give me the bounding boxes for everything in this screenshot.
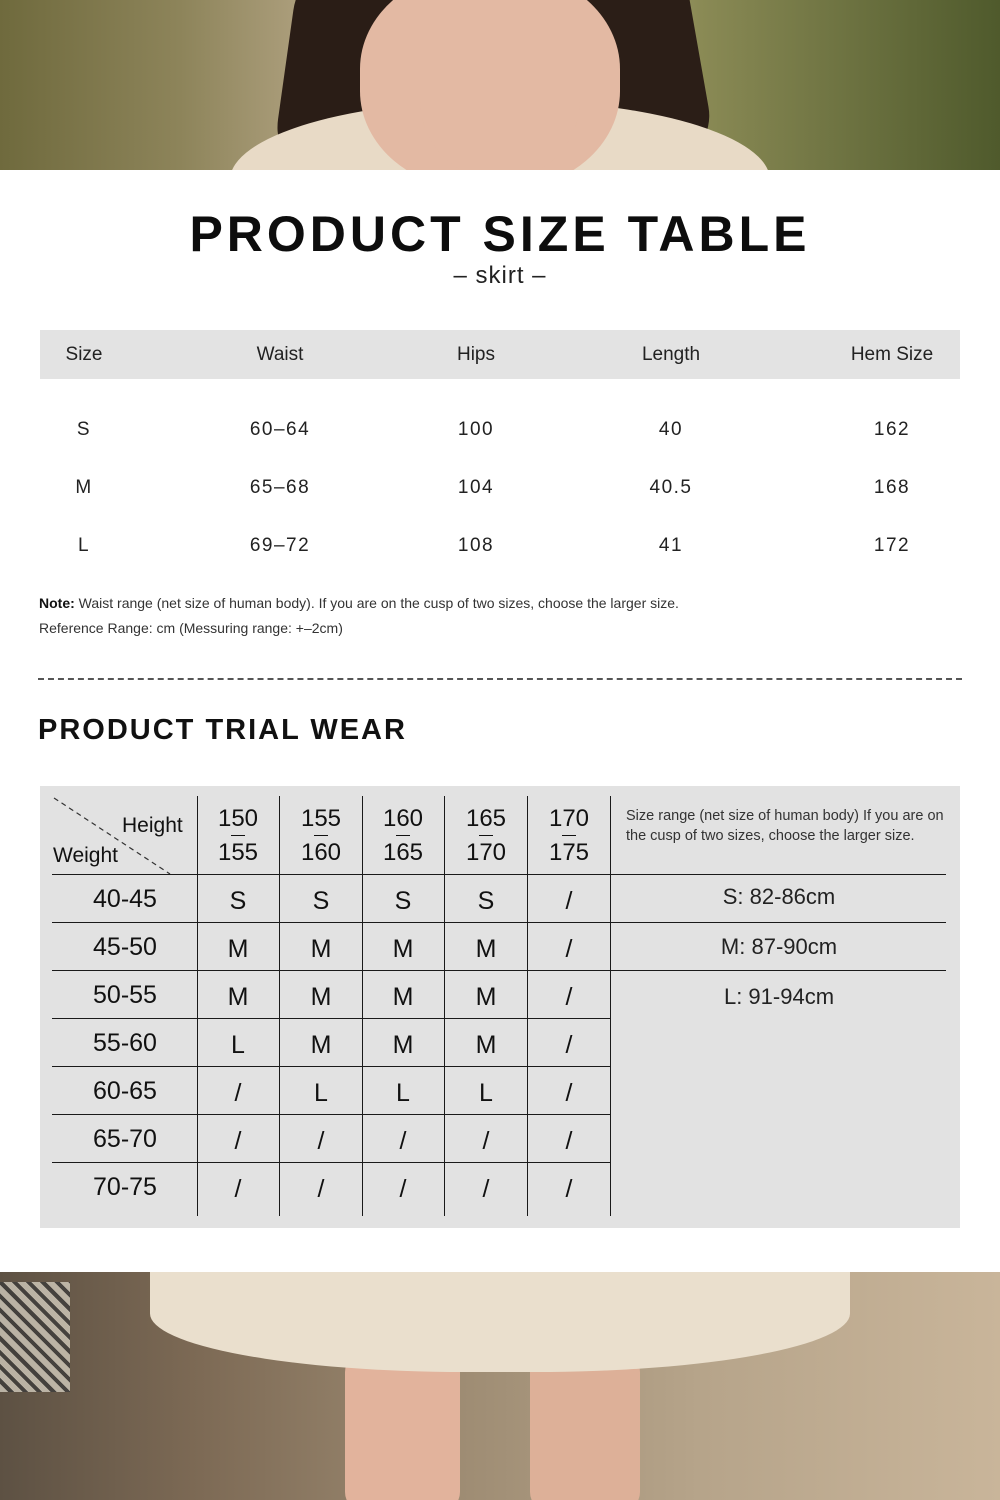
grid-vertical-line <box>197 796 198 1216</box>
reference-range-note: Reference Range: cm (Messuring range: +–2cm) <box>39 620 343 636</box>
trial-wear-title: PRODUCT TRIAL WEAR <box>38 714 407 746</box>
size-recommendation-cell: / <box>482 1175 490 1203</box>
size-recommendation-cell: L <box>396 1079 410 1107</box>
table-row <box>40 468 960 508</box>
grid-vertical-line <box>279 796 280 1216</box>
page-title: PRODUCT SIZE TABLE <box>189 206 811 262</box>
weight-row-label: 65-70 <box>93 1125 157 1153</box>
height-to: 160 <box>300 839 342 866</box>
grid-vertical-line <box>362 796 363 1216</box>
corner-weight-label: Weight <box>53 844 118 867</box>
size-recommendation-cell: L <box>231 1031 245 1059</box>
height-column-header <box>446 800 526 871</box>
size-recommendation-cell: / <box>234 1127 242 1155</box>
size-recommendation-cell: M <box>310 935 332 963</box>
note-text: Waist range (net size of human body). If you are on the cusp of two sizes, choose the larger size. <box>74 595 679 611</box>
cell-length: 40 <box>658 419 684 440</box>
dashed-divider <box>38 678 962 680</box>
size-recommendation-cell: / <box>565 1175 573 1203</box>
size-recommendation-cell: M <box>392 983 414 1011</box>
grid-horizontal-line <box>52 1018 610 1019</box>
height-column-header <box>281 800 361 871</box>
size-recommendation-cell: S <box>477 887 495 915</box>
cell-size: M <box>75 477 93 498</box>
size-recommendation-cell: M <box>310 983 332 1011</box>
size-recommendation-cell: / <box>234 1079 242 1107</box>
grid-horizontal-line <box>52 874 946 875</box>
size-recommendation-cell: S <box>394 887 412 915</box>
weight-row-label: 60-65 <box>93 1077 157 1105</box>
cell-size: S <box>76 419 92 440</box>
cell-hips: 108 <box>457 535 495 556</box>
size-recommendation-cell: M <box>475 1031 497 1059</box>
grid-vertical-line <box>610 796 611 1216</box>
size-recommendation-cell: L <box>479 1079 493 1107</box>
height-from: 160 <box>382 805 424 832</box>
cell-hem-size: 168 <box>873 477 911 498</box>
size-recommendation-cell: M <box>392 1031 414 1059</box>
weight-row-label: 55-60 <box>93 1029 157 1057</box>
table-row <box>40 410 960 450</box>
size-recommendation-cell: M <box>475 983 497 1011</box>
cell-size: L <box>77 535 91 556</box>
cell-waist: 60–64 <box>249 419 311 440</box>
size-recommendation-cell: M <box>227 983 249 1011</box>
size-recommendation-cell: S <box>229 887 247 915</box>
cell-hem-size: 172 <box>873 535 911 556</box>
height-to: 175 <box>548 839 590 866</box>
header-size: Size <box>65 344 103 365</box>
trial-wear-table <box>40 786 960 1228</box>
grid-horizontal-line <box>52 1066 610 1067</box>
header-length: Length <box>641 344 701 365</box>
grid-horizontal-line <box>52 970 946 971</box>
grid-vertical-line <box>444 796 445 1216</box>
note-label: Note: <box>39 595 75 611</box>
size-table-header <box>40 330 960 379</box>
size-range-note: Size range (net size of human body) If you are on the cusp of two sizes, choose the larger size. <box>626 808 944 844</box>
height-from: 155 <box>300 805 342 832</box>
size-recommendation-cell: M <box>475 935 497 963</box>
height-from: 165 <box>465 805 507 832</box>
size-note <box>39 595 679 611</box>
size-recommendation-cell: L <box>314 1079 328 1107</box>
size-recommendation-cell: / <box>399 1175 407 1203</box>
grid-horizontal-line <box>52 922 946 923</box>
height-to: 155 <box>217 839 259 866</box>
size-recommendation-cell: / <box>565 983 573 1011</box>
size-recommendation-cell: S <box>312 887 330 915</box>
size-recommendation-cell: / <box>565 1079 573 1107</box>
size-recommendation-cell: / <box>317 1127 325 1155</box>
height-to: 170 <box>465 839 507 866</box>
size-recommendation-cell: / <box>399 1127 407 1155</box>
height-column-header <box>363 800 443 871</box>
size-recommendation-cell: / <box>565 1031 573 1059</box>
model-photo-bottom <box>0 1272 1000 1500</box>
height-from: 170 <box>548 805 590 832</box>
size-recommendation-cell: / <box>234 1175 242 1203</box>
size-recommendation-cell: M <box>227 935 249 963</box>
size-recommendation-cell: / <box>482 1127 490 1155</box>
size-range-s: S: 82-86cm <box>722 884 836 909</box>
size-recommendation-cell: / <box>565 1127 573 1155</box>
cell-length: 40.5 <box>649 477 693 498</box>
grid-horizontal-line <box>52 1114 610 1115</box>
height-column-header <box>198 800 278 871</box>
grid-vertical-line <box>527 796 528 1216</box>
table-row <box>40 526 960 566</box>
cell-length: 41 <box>658 535 684 556</box>
size-recommendation-cell: / <box>565 887 573 915</box>
height-column-header <box>529 800 609 871</box>
header-waist: Waist <box>256 344 304 365</box>
header-hips: Hips <box>456 344 495 365</box>
size-recommendation-cell: M <box>310 1031 332 1059</box>
weight-row-label: 50-55 <box>93 981 157 1009</box>
weight-row-label: 45-50 <box>93 933 157 961</box>
cell-hips: 100 <box>457 419 495 440</box>
height-from: 150 <box>217 805 259 832</box>
cell-hem-size: 162 <box>873 419 911 440</box>
weight-row-label: 70-75 <box>93 1173 157 1201</box>
corner-height-label: Height <box>122 814 183 837</box>
size-recommendation-cell: / <box>317 1175 325 1203</box>
cell-waist: 69–72 <box>249 535 311 556</box>
weight-row-label: 40-45 <box>93 885 157 913</box>
page-subtitle: – skirt – <box>453 262 547 289</box>
header-hem-size: Hem Size <box>850 344 934 365</box>
height-to: 165 <box>382 839 424 866</box>
cell-waist: 65–68 <box>249 477 311 498</box>
size-range-l: L: 91-94cm <box>723 984 835 1009</box>
grid-horizontal-line <box>52 1162 610 1163</box>
size-range-m: M: 87-90cm <box>720 934 838 959</box>
size-recommendation-cell: M <box>392 935 414 963</box>
cell-hips: 104 <box>457 477 495 498</box>
model-photo-top <box>0 0 1000 170</box>
size-recommendation-cell: / <box>565 935 573 963</box>
